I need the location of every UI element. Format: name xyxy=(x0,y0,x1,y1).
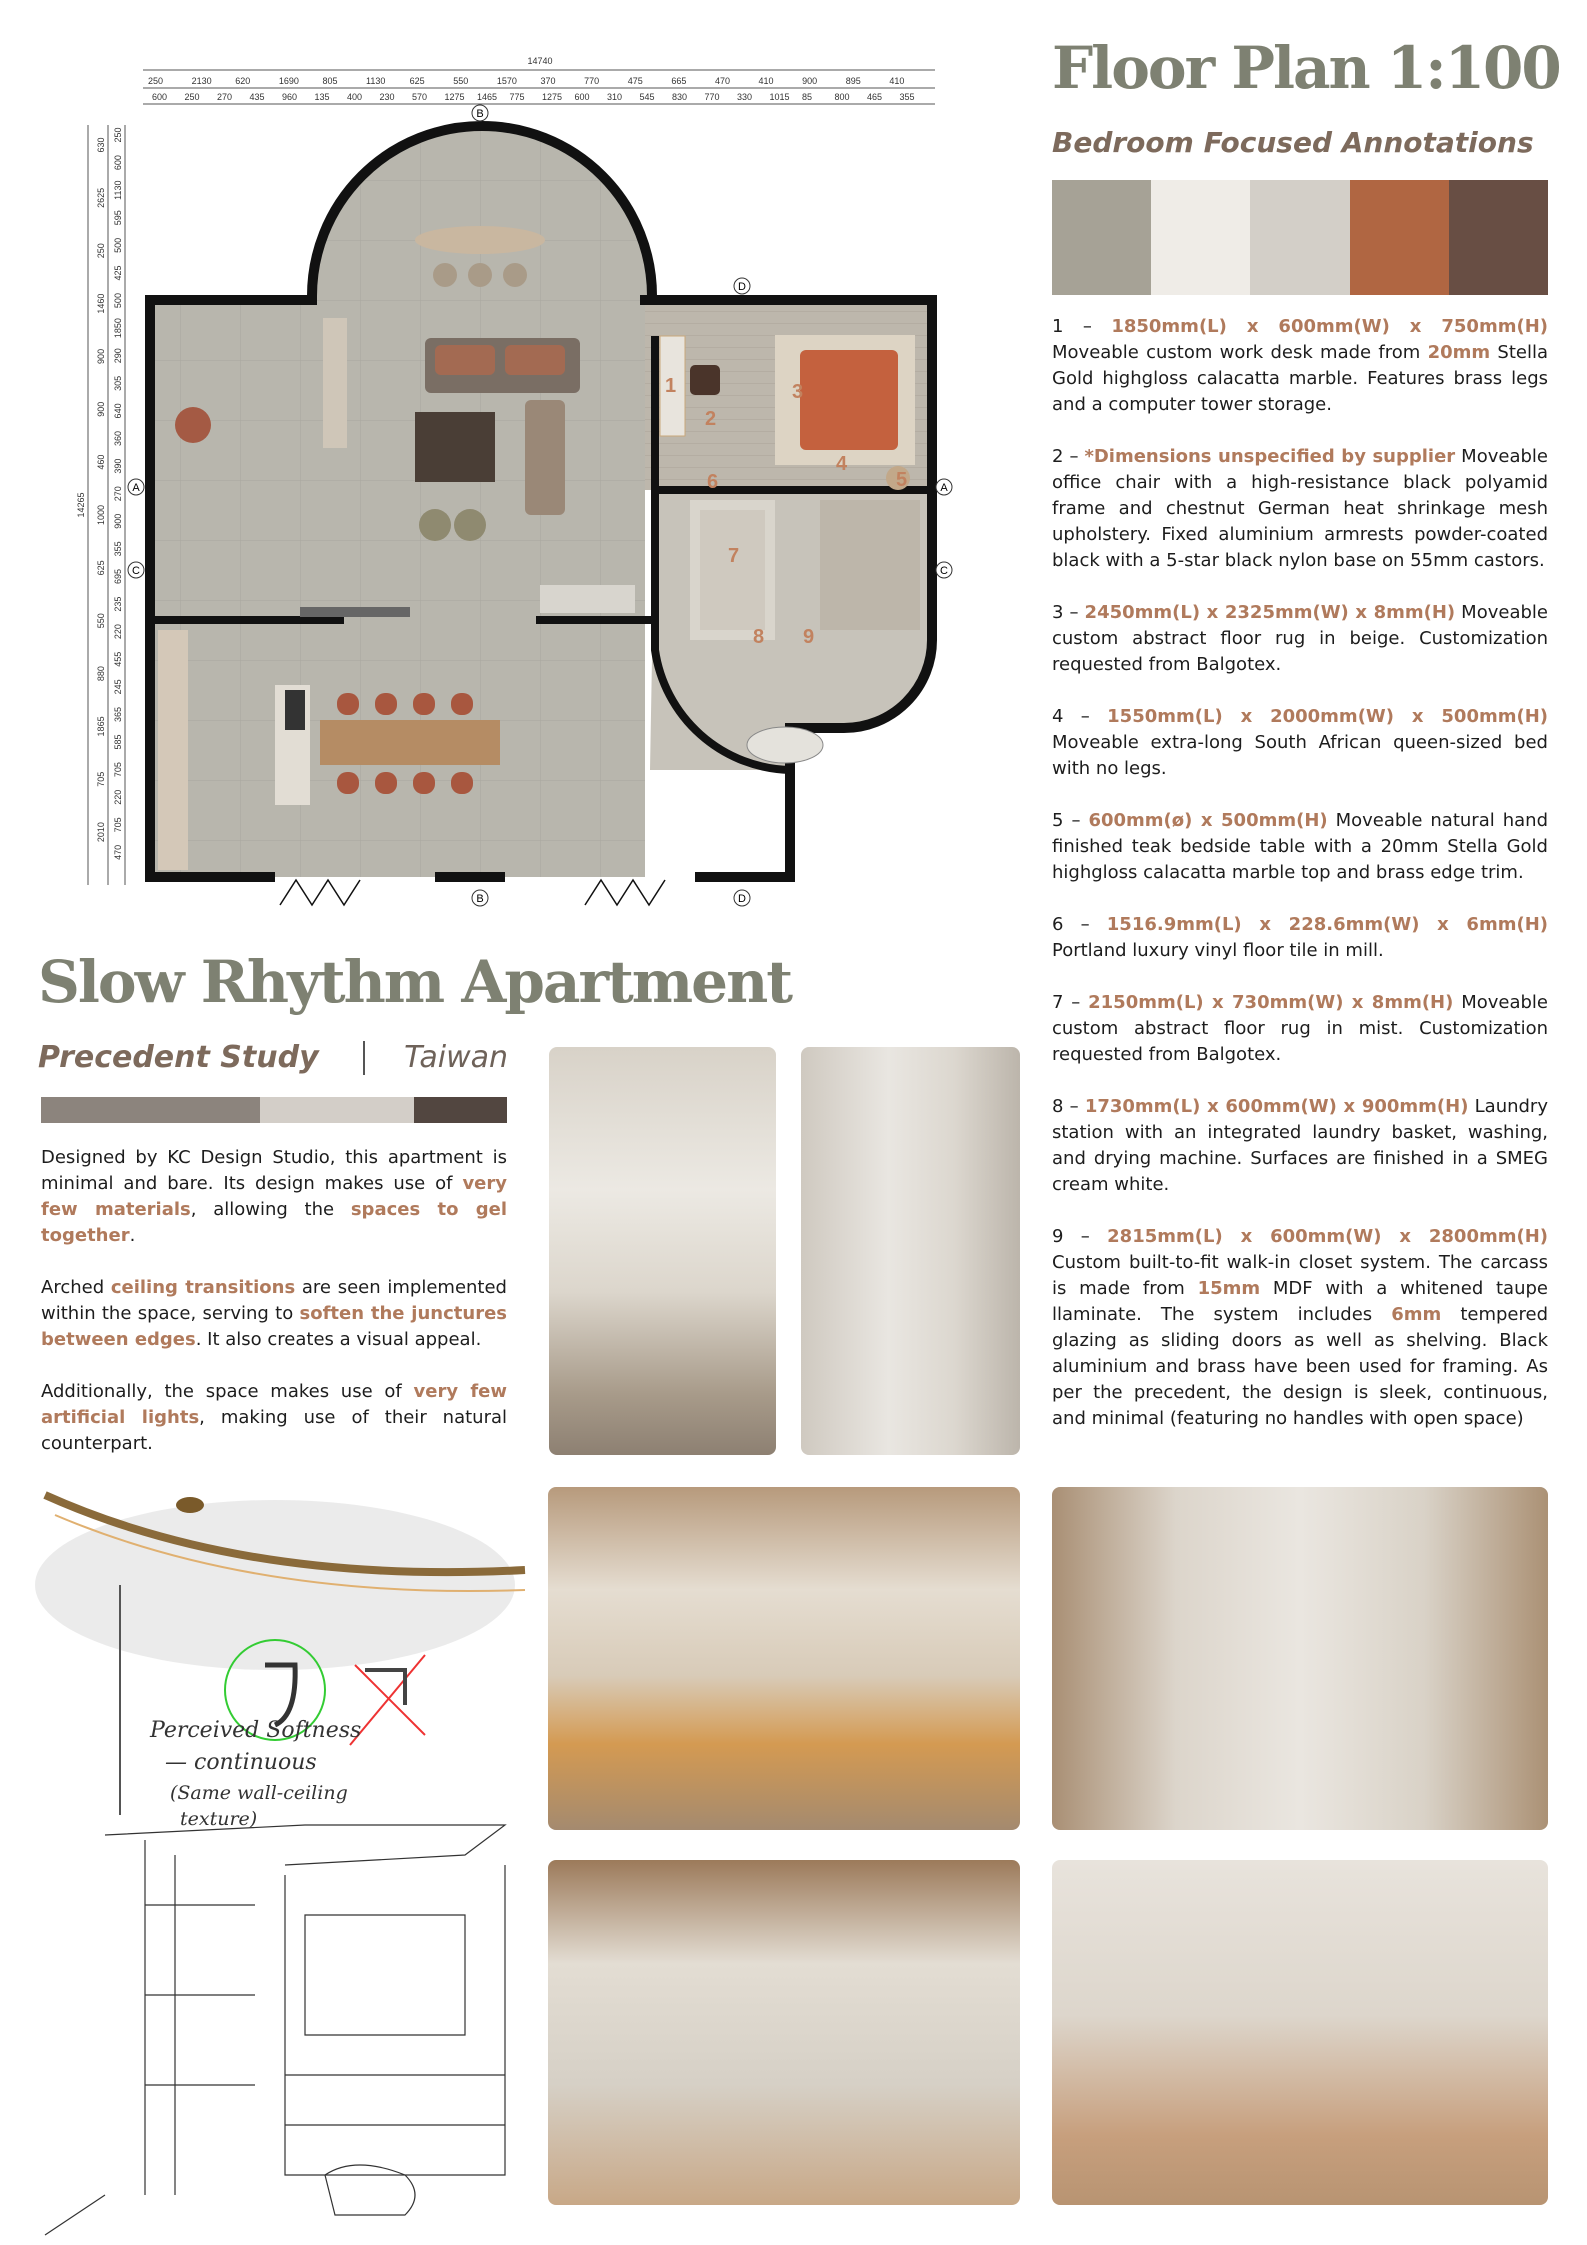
room-number: 8 xyxy=(753,626,765,648)
annotations-subtitle: Bedroom Focused Annotations xyxy=(1052,126,1534,159)
dimension-label: 330 xyxy=(737,92,753,102)
highlight-text: 15mm xyxy=(1197,1278,1261,1299)
dimension-label: 800 xyxy=(834,92,850,102)
dimension-label: 235 xyxy=(113,596,123,612)
highlight-text: 2815mm(L) x 600mm(W) x 2800mm(H) xyxy=(1107,1226,1548,1247)
dimension-label: 705 xyxy=(113,817,123,833)
description-paragraph xyxy=(41,1275,507,1353)
dimension-label: 245 xyxy=(113,679,123,695)
dimension-label: 600 xyxy=(574,92,590,102)
annotation-item xyxy=(1052,600,1548,678)
body-text: Moveable natural hand finished teak bedside table with a 20mm Stella Gold highgloss calacatta marble top and brass edge trim. xyxy=(1052,810,1548,883)
palette-swatch xyxy=(1250,180,1349,295)
sketch-note-continuous: — continuous xyxy=(165,1750,317,1775)
grid-label: D xyxy=(738,893,746,905)
description-paragraph xyxy=(41,1145,507,1249)
palette-swatch xyxy=(41,1097,260,1123)
grid-label: D xyxy=(738,281,746,293)
dimension-label: 630 xyxy=(96,137,106,153)
dimension-label: 770 xyxy=(584,76,600,86)
palette-swatch xyxy=(1350,180,1449,295)
render-study-area xyxy=(548,1860,1020,2205)
dimension-label: 355 xyxy=(113,541,123,557)
divider xyxy=(363,1041,365,1075)
body-text: tempered glazing as sliding doors as well as shelving. Black aluminium and brass have been used for framing. As per the precedent, the design is sleek, continuous, and minimal (featuring no handles with open space) xyxy=(1052,1304,1548,1429)
dimension-label: 360 xyxy=(113,431,123,447)
room-number: 5 xyxy=(896,469,908,491)
body-text: MDF with a whitened taupe llaminate. The system includes xyxy=(1052,1278,1548,1325)
dimension-label: 250 xyxy=(148,76,164,86)
palette-swatch xyxy=(414,1097,507,1123)
room-number: 3 xyxy=(792,381,804,403)
grid-label: C xyxy=(940,565,948,577)
color-palette xyxy=(1052,180,1548,295)
dimension-label: 900 xyxy=(802,76,818,86)
grid-label: A xyxy=(132,482,140,494)
floor-plan-title: Floor Plan 1:100 xyxy=(1052,34,1560,102)
annotation-item xyxy=(1052,990,1548,1068)
dimension-label: 1465 xyxy=(477,92,498,102)
body-text: Moveable custom work desk made from xyxy=(1052,342,1428,363)
dimension-label: 665 xyxy=(671,76,687,86)
grid-label: C xyxy=(132,565,140,577)
dimension-label: 135 xyxy=(314,92,330,102)
dimension-label: 410 xyxy=(758,76,774,86)
body-text: 4 – xyxy=(1052,706,1108,727)
body-text: Moveable office chair with a high-resistance black polyamid frame and chestnut German heat shrinkage mesh upholstery. Fixed aluminium armrests powder-coated black with a 5-star black nylon base on 55mm castors. xyxy=(1052,446,1548,571)
body-text: Laundry station with an integrated laundry basket, washing, and drying machine. Surfaces are finished in a SMEG cream white. xyxy=(1052,1096,1548,1195)
dimension-label: 250 xyxy=(184,92,200,102)
dimension-label: 14740 xyxy=(527,56,553,66)
dimension-label: 960 xyxy=(282,92,298,102)
highlight-text: very few artificial lights xyxy=(41,1381,507,1428)
body-text: 3 – xyxy=(1052,602,1085,623)
sketch-note-softness: Perceived Softness xyxy=(150,1718,362,1743)
dimension-label: 705 xyxy=(96,771,106,787)
room-number: 7 xyxy=(728,545,740,567)
body-text: 7 – xyxy=(1052,992,1089,1013)
body-text: 5 – xyxy=(1052,810,1089,831)
dimension-label: 625 xyxy=(96,560,106,576)
precedent-palette xyxy=(41,1097,507,1123)
dimension-label: 410 xyxy=(889,76,905,86)
highlight-text: *Dimensions unspecified by supplier xyxy=(1084,446,1456,467)
body-text: are seen implemented within the space, serving to xyxy=(41,1277,507,1324)
dimension-label: 1850 xyxy=(113,318,123,339)
dimension-label: 695 xyxy=(113,568,123,584)
sketch-note-texture: (Same wall-ceiling xyxy=(170,1782,348,1804)
dimension-label: 640 xyxy=(113,403,123,419)
dimension-label: 1275 xyxy=(444,92,465,102)
photo-hallway-cabinets xyxy=(801,1047,1020,1455)
dimension-label: 900 xyxy=(96,348,106,364)
dimension-label: 290 xyxy=(113,348,123,364)
dimension-label: 1865 xyxy=(96,716,106,737)
body-text: 8 – xyxy=(1052,1096,1085,1117)
dimension-label: 400 xyxy=(347,92,363,102)
room-number: 6 xyxy=(707,471,719,493)
dimension-label: 1570 xyxy=(496,76,517,86)
dimension-label: 880 xyxy=(96,666,106,682)
highlight-text: spaces to gel together xyxy=(41,1199,507,1246)
dimension-label: 1130 xyxy=(113,180,123,200)
body-text: 6 – xyxy=(1052,914,1107,935)
body-text: Custom built-to-fit walk-in closet system. The carcass is made from xyxy=(1052,1252,1548,1299)
dimension-label: 2625 xyxy=(96,187,106,208)
body-text: Moveable custom abstract floor rug in beige. Customization requested from Balgotex. xyxy=(1052,602,1548,675)
render-walk-in-closet xyxy=(1052,1487,1548,1830)
dimension-label: 370 xyxy=(540,76,556,86)
dimension-label: 365 xyxy=(113,706,123,722)
dimension-label: 770 xyxy=(704,92,720,102)
dimension-label: 1275 xyxy=(542,92,563,102)
dimension-label: 305 xyxy=(113,375,123,391)
dimension-label: 585 xyxy=(113,734,123,750)
body-text: 2 – xyxy=(1052,446,1085,467)
dimension-label: 230 xyxy=(379,92,395,102)
dimension-label: 900 xyxy=(96,401,106,417)
highlight-text: soften the junctures between edges xyxy=(41,1303,507,1350)
highlight-text: 1550mm(L) x 2000mm(W) x 500mm(H) xyxy=(1107,706,1548,727)
floor-plan xyxy=(0,0,1000,920)
body-text: 9 – xyxy=(1052,1226,1108,1247)
location-label: Taiwan xyxy=(404,1040,508,1075)
dimension-label: 435 xyxy=(249,92,265,102)
highlight-text: 600mm(ø) x 500mm(H) xyxy=(1088,810,1328,831)
palette-swatch xyxy=(260,1097,414,1123)
body-text: Moveable extra-long South African queen-sized bed with no legs. xyxy=(1052,732,1548,779)
dimension-label: 220 xyxy=(113,624,123,640)
dimension-label: 475 xyxy=(627,76,643,86)
project-title: Slow Rhythm Apartment xyxy=(38,948,792,1016)
room-number: 2 xyxy=(705,408,717,430)
body-text: Moveable custom abstract floor rug in mist. Customization requested from Balgotex. xyxy=(1052,992,1548,1065)
dimension-label: 425 xyxy=(113,265,123,281)
ceiling-sketch xyxy=(25,1475,535,2245)
body-text: 1 – xyxy=(1052,316,1112,337)
body-text: Designed by KC Design Studio, this apartment is minimal and bare. Its design makes use of xyxy=(41,1147,507,1194)
dimension-label: 600 xyxy=(152,92,168,102)
palette-swatch xyxy=(1052,180,1151,295)
dimension-label: 595 xyxy=(113,210,123,226)
dimension-label: 390 xyxy=(113,458,123,474)
highlight-text: ceiling transitions xyxy=(110,1277,296,1298)
body-text: . It also creates a visual appeal. xyxy=(195,1329,482,1350)
palette-swatch xyxy=(1151,180,1250,295)
annotation-item xyxy=(1052,704,1548,782)
dimension-label: 1000 xyxy=(96,504,106,526)
highlight-text: 1516.9mm(L) x 228.6mm(W) x 6mm(H) xyxy=(1106,914,1548,935)
render-desk-corner xyxy=(1052,1860,1548,2205)
body-text: , allowing the xyxy=(190,1199,351,1220)
grid-label: B xyxy=(476,893,484,905)
dimension-label: 270 xyxy=(217,92,233,102)
dimension-label: 270 xyxy=(113,486,123,502)
dimension-label: 900 xyxy=(113,513,123,529)
room-number: 9 xyxy=(803,626,815,648)
dimension-label: 1690 xyxy=(278,76,299,86)
render-bedroom xyxy=(548,1487,1020,1830)
annotation-item xyxy=(1052,1094,1548,1198)
annotation-item xyxy=(1052,444,1548,574)
dimension-label: 805 xyxy=(322,76,338,86)
dimension-label: 550 xyxy=(96,613,106,629)
dimension-label: 470 xyxy=(113,844,123,860)
dimension-label: 1460 xyxy=(96,293,106,314)
precedent-label: Precedent Study xyxy=(38,1040,319,1075)
palette-swatch xyxy=(1449,180,1548,295)
dimension-label: 250 xyxy=(113,127,123,143)
body-text: . xyxy=(129,1225,136,1246)
annotation-item xyxy=(1052,912,1548,964)
dimension-label: 600 xyxy=(113,155,123,171)
description-paragraph xyxy=(41,1379,507,1457)
dimension-label: 620 xyxy=(235,76,251,86)
dimension-label: 895 xyxy=(845,76,861,86)
highlight-text: 2150mm(L) x 730mm(W) x 8mm(H) xyxy=(1088,992,1454,1013)
dimension-label: 2130 xyxy=(191,76,212,86)
highlight-text: 6mm xyxy=(1391,1304,1442,1325)
dimension-label: 570 xyxy=(412,92,428,102)
dimension-label: 85 xyxy=(802,92,813,102)
dimension-label: 310 xyxy=(607,92,623,102)
highlight-text: 1850mm(L) x 600mm(W) x 750mm(H) xyxy=(1111,316,1548,337)
precedent-header xyxy=(38,1040,508,1075)
body-text: Additionally, the space makes use of xyxy=(41,1381,414,1402)
dimension-label: 500 xyxy=(113,293,123,309)
annotation-item xyxy=(1052,1224,1548,1432)
sketch-note-texture-2: texture) xyxy=(180,1808,258,1830)
annotation-list xyxy=(1052,314,1548,1458)
body-text: Portland luxury vinyl floor tile in mill. xyxy=(1052,940,1384,961)
dimension-label: 500 xyxy=(113,237,123,253)
dimension-label: 465 xyxy=(867,92,883,102)
dimension-label: 625 xyxy=(409,76,425,86)
room-number: 1 xyxy=(665,375,677,397)
dimension-label: 355 xyxy=(899,92,915,102)
precedent-description xyxy=(41,1145,507,1483)
body-text: Arched xyxy=(41,1277,111,1298)
dimension-label: 550 xyxy=(453,76,469,86)
dimension-label: 1130 xyxy=(366,76,386,86)
dimension-label: 705 xyxy=(113,762,123,778)
room-number: 4 xyxy=(836,453,848,475)
highlight-text: 20mm xyxy=(1427,342,1491,363)
grid-label: A xyxy=(940,482,948,494)
dimension-label: 455 xyxy=(113,651,123,667)
dimension-label: 2010 xyxy=(96,822,106,843)
dimension-label: 460 xyxy=(96,454,106,470)
dimension-label: 1015 xyxy=(769,92,790,102)
dimension-label: 775 xyxy=(509,92,525,102)
grid-label: B xyxy=(476,108,484,120)
annotation-item xyxy=(1052,314,1548,418)
dimension-label: 470 xyxy=(714,76,730,86)
body-text: , making use of their natural counterpart. xyxy=(41,1407,508,1454)
body-text: Stella Gold highgloss calacatta marble. Features brass legs and a computer tower storage. xyxy=(1052,342,1549,415)
dimension-label: 250 xyxy=(96,243,106,259)
dimension-label: 220 xyxy=(113,789,123,805)
annotation-item xyxy=(1052,808,1548,886)
dimension-label: 830 xyxy=(672,92,688,102)
dimension-label: 545 xyxy=(639,92,655,102)
highlight-text: very few materials xyxy=(41,1173,507,1220)
highlight-text: 2450mm(L) x 2325mm(W) x 8mm(H) xyxy=(1084,602,1456,623)
dimension-label: 14265 xyxy=(76,492,86,518)
photo-living-room xyxy=(549,1047,776,1455)
highlight-text: 1730mm(L) x 600mm(W) x 900mm(H) xyxy=(1084,1096,1469,1117)
